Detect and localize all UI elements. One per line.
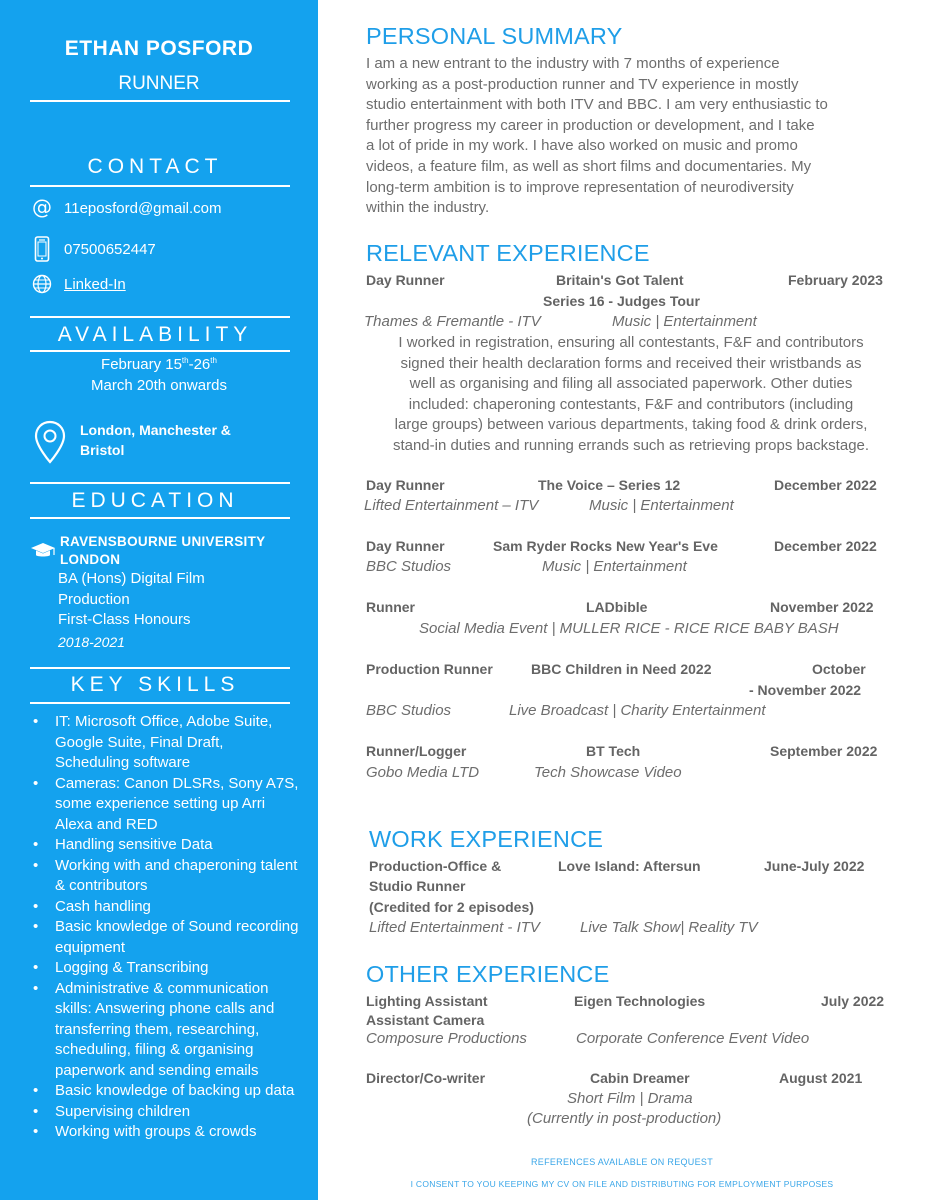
job-role: Day Runner [366,477,445,493]
summary-line: videos, a feature film, as well as short films and documentaries. My [366,157,812,175]
work-heading: WORK EXPERIENCE [369,826,604,852]
summary-line: further progress my career in production or development, and I take [366,116,815,134]
sidebar [0,0,318,1200]
divider [30,667,290,669]
job-role: Assistant Camera [366,1012,485,1028]
education-years: 2018-2021 [58,633,125,650]
email-text[interactable]: 11eposford@gmail.com [64,199,222,217]
email-row[interactable] [30,196,222,220]
summary-line: long-term ambition is to improve representation of neurodiversity [366,178,794,196]
skill-item: • Administrative & communication skills: Answering phone calls and transferring them, researching, scheduling, filing & organising paperwork and sending emails [30,979,300,1082]
skill-item: • Cash handling [30,897,300,918]
job-company: Lifted Entertainment – ITV [364,497,539,514]
job-role-continued: Studio Runner [369,878,466,894]
job-show-subtitle: Series 16 - Judges Tour [543,293,700,309]
job-date: July 2022 [821,993,885,1009]
skills-list [30,712,300,1143]
job-company: Gobo Media LTD [366,764,480,781]
availability-second: March 20th onwards [91,377,227,394]
divider [30,316,290,318]
job-role: Day Runner [366,272,445,288]
description-line: well as organising and filing all associated paperwork. Other duties [409,375,853,393]
job-role: Runner/Logger [366,743,467,759]
skill-item: • Logging & Transcribing [30,958,300,979]
description-line: I worked in registration, ensuring all contestants, F&F and contributors [398,334,864,351]
job-role: Director/Co-writer [366,1070,486,1086]
education-heading: EDUCATION [71,489,239,512]
job-genre: Live Talk Show| Reality TV [580,919,758,936]
job-show: Britain's Got Talent [556,272,684,288]
job-company: Lifted Entertainment - ITV [369,919,540,936]
skill-item: • Working with and chaperoning talent & contributors [30,856,300,897]
job-date: October [812,661,866,677]
summary-heading: PERSONAL SUMMARY [366,23,623,49]
contact-heading: CONTACT [87,155,223,178]
job-genre: Social Media Event | MULLER RICE - RICE RICE BABY BASH [419,620,839,637]
ordinal-suffix: th [210,356,217,365]
job-role: Production Runner [366,661,493,677]
phone-text[interactable]: 07500652447 [64,240,156,258]
other-heading: OTHER EXPERIENCE [366,961,610,987]
job-show: BT Tech [586,743,641,759]
job-genre: Music | Entertainment [542,558,687,575]
at-sign-icon [30,196,54,220]
job-show: The Voice – Series 12 [538,477,681,493]
divider [30,517,290,519]
job-date: November 2022 [770,599,874,615]
job-show: Love Island: Aftersun [558,858,701,874]
description-line: included: chaperoning contestants, F&F and contributors (including [408,395,854,413]
availability-start: February 15 [101,356,182,373]
job-show: Eigen Technologies [574,993,706,1009]
job-date: September 2022 [770,743,878,759]
job-date-continued: - November 2022 [749,682,862,698]
job-date: June-July 2022 [764,858,865,874]
divider [30,350,290,352]
job-date: August 2021 [779,1070,863,1086]
job-status-note: (Currently in post-production) [527,1110,722,1127]
linkedin-row[interactable] [30,272,126,296]
summary-text [366,54,886,219]
job-description [366,333,896,457]
job-genre: Music | Entertainment [589,497,734,514]
summary-line: working as a post-production runner and TV experience in mostly [366,75,799,93]
graduation-cap-icon [30,541,56,561]
location-row [34,420,260,464]
skill-item: • Handling sensitive Data [30,835,300,856]
svg-text:@: @ [32,197,52,219]
job-company: Composure Productions [366,1030,527,1047]
education-entry [30,533,300,653]
description-line: signed their health declaration forms and received their wristbands as [400,354,862,372]
skill-item: • Basic knowledge of Sound recording equipment [30,917,300,958]
university-name-line: LONDON [60,552,121,567]
relevant-heading: RELEVANT EXPERIENCE [366,240,650,266]
job-date: December 2022 [774,538,877,554]
divider [30,185,290,187]
job-role: Production-Office & [369,858,502,874]
divider [30,100,290,102]
job-show: Cabin Dreamer [590,1070,690,1086]
summary-line: I am a new entrant to the industry with 7 months of experience [366,55,780,72]
description-line: stand-in duties and running errands such as retrieving props backstage. [392,436,870,454]
main-content [318,0,926,1200]
job-genre: Corporate Conference Event Video [576,1030,810,1047]
degree-line: Production [58,590,130,608]
job-show: BBC Children in Need 2022 [531,661,712,677]
job-show: LADbible [586,599,648,615]
skill-item: • Working with groups & crowds [30,1122,300,1143]
job-role: Day Runner [366,538,445,554]
references-note: REFERENCES AVAILABLE ON REQUEST [530,1157,713,1167]
map-pin-icon [34,420,70,464]
phone-row[interactable] [30,237,156,261]
degree-line: BA (Hons) Digital Film [58,570,205,587]
candidate-role: RUNNER [118,73,200,94]
job-show: Sam Ryder Rocks New Year's Eve [493,538,718,554]
skill-item: • Cameras: Canon DLSRs, Sony A7S, some experience setting up Arri Alexa and RED [30,774,300,836]
availability-heading: AVAILABILITY [57,323,253,346]
consent-note: I CONSENT TO YOU KEEPING MY CV ON FILE AND DISTRIBUTING FOR EMPLOYMENT PURPOSES [410,1179,834,1189]
availability-end: -26 [188,356,211,373]
description-line: large groups) between various departments, taking food & drink orders, [394,416,868,434]
job-genre: Live Broadcast | Charity Entertainment [509,702,766,719]
summary-line: within the industry. [366,199,490,217]
job-genre: Music | Entertainment [612,313,757,330]
summary-line: studio entertainment with both ITV and BBC. I am very enthusiastic to [366,96,828,114]
linkedin-link[interactable]: Linked-In [64,275,126,293]
globe-icon [30,272,54,296]
location-line: London, Manchester & [80,422,231,438]
job-genre: Tech Showcase Video [534,764,682,781]
divider [30,702,290,704]
candidate-name: ETHAN POSFORD [64,37,254,60]
job-role: Runner [366,599,415,615]
location-line: Bristol [80,442,125,458]
mobile-phone-icon [30,237,54,261]
availability-dates [0,356,318,373]
job-genre: Short Film | Drama [567,1090,693,1107]
honours: First-Class Honours [58,611,191,628]
divider [30,482,290,484]
job-role: Lighting Assistant [366,993,488,1009]
job-company: Thames & Fremantle - ITV [364,313,541,330]
skill-item: • Basic knowledge of backing up data [30,1081,300,1102]
job-date: December 2022 [774,477,877,493]
job-company: BBC Studios [366,702,452,719]
job-date: February 2023 [788,272,883,288]
university-name-line: RAVENSBOURNE UNIVERSITY [60,534,266,549]
skill-item: • Supervising children [30,1102,300,1123]
job-credit-note: (Credited for 2 episodes) [369,899,534,915]
job-company: BBC Studios [366,558,452,575]
summary-line: a lot of pride in my work. I have also worked on music and promo [366,137,798,155]
skills-heading: KEY SKILLS [70,673,240,696]
ordinal-suffix: th [181,356,189,365]
location-text [80,420,260,464]
skill-item: • IT: Microsoft Office, Adobe Suite, Google Suite, Final Draft, Scheduling software [30,712,300,774]
